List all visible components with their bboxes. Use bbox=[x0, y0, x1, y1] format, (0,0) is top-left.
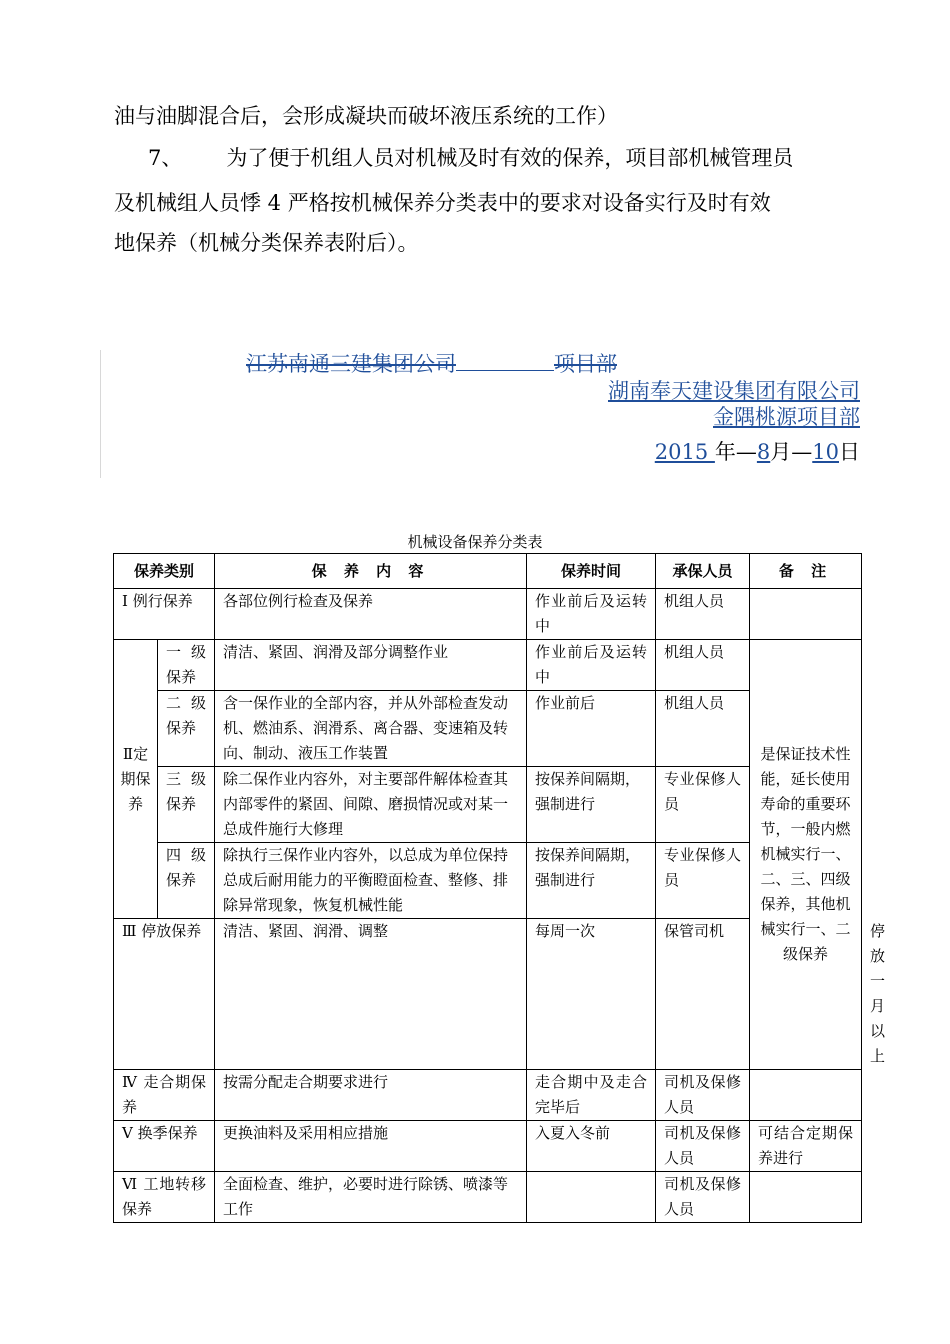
deleted-signature-line bbox=[246, 351, 617, 377]
cell-content: 清洁、紧固、润滑、调整 bbox=[215, 919, 527, 1070]
revision-margin-line bbox=[100, 350, 101, 478]
cell-category: Ⅴ 换季保养 bbox=[114, 1121, 215, 1172]
table-row bbox=[114, 843, 862, 919]
deleted-blank bbox=[456, 369, 554, 371]
table-row bbox=[114, 691, 862, 767]
cell-group-note: 是保证技术性能，延长使用寿命的重要环节，一般内燃机械实行一、二、三、四级保养，其他机械实行一、二级保养 bbox=[750, 640, 862, 1070]
paragraph-item-7-line1 bbox=[148, 146, 793, 170]
header-category: 保养类别 bbox=[114, 554, 215, 589]
cell-staff: 机组人员 bbox=[656, 589, 750, 640]
cell-category: Ⅵ 工地转移保养 bbox=[114, 1172, 215, 1223]
table-title: 机械设备保养分类表 bbox=[407, 533, 543, 551]
cell-time: 作业前后及运转中 bbox=[527, 640, 656, 691]
cell-staff: 司机及保修人员 bbox=[656, 1172, 750, 1223]
header-staff: 承保人员 bbox=[656, 554, 750, 589]
paragraph-item-7-line3: 地保养（机械分类保养表附后）。 bbox=[114, 231, 419, 255]
cell-time: 作业前后及运转中 bbox=[527, 589, 656, 640]
table-header-row bbox=[114, 554, 862, 589]
cell-content: 清洁、紧固、润滑及部分调整作业 bbox=[215, 640, 527, 691]
table-row: Ⅲ 停放保养 清洁、紧固、润滑、调整 每周一次 保管司机 停放一月以上 bbox=[114, 919, 862, 1070]
cell-time: 作业前后 bbox=[527, 691, 656, 767]
item-number: 7、 bbox=[148, 146, 183, 170]
cell-subcategory: 三级保养 bbox=[158, 767, 215, 843]
cell-time bbox=[527, 1172, 656, 1223]
cell-content: 各部位例行检查及保养 bbox=[215, 589, 527, 640]
deleted-dept-name: 项目部 bbox=[554, 352, 617, 376]
cell-note bbox=[750, 1070, 862, 1121]
group-label: Ⅱ定期保养 bbox=[120, 744, 151, 813]
table-row bbox=[114, 1172, 862, 1223]
cell-content: 全面检查、维护，必要时进行除锈、喷漆等工作 bbox=[215, 1172, 527, 1223]
cell-category: Ⅲ 停放保养 bbox=[114, 919, 215, 1070]
item-7-text-line1: 为了便于机组人员对机械及时有效的保养，项目部机械管理员 bbox=[226, 146, 794, 170]
cell-content: 按需分配走合期要求进行 bbox=[215, 1070, 527, 1121]
cell-staff: 专业保修人员 bbox=[656, 767, 750, 843]
cell-time: 每周一次 bbox=[527, 919, 656, 1070]
signature-project: 金隅桃源项目部 bbox=[713, 405, 860, 429]
cell-note bbox=[750, 589, 862, 640]
cell-staff: 保管司机 bbox=[656, 919, 750, 1070]
cell-time: 走合期中及走合完毕后 bbox=[527, 1070, 656, 1121]
table-row bbox=[114, 767, 862, 843]
date-year-suffix: 年— bbox=[714, 440, 757, 464]
signature-date bbox=[655, 439, 860, 465]
cell-content: 更换油料及采用相应措施 bbox=[215, 1121, 527, 1172]
cell-subcategory: 四级保养 bbox=[158, 843, 215, 919]
cell-staff: 机组人员 bbox=[656, 691, 750, 767]
cell-note bbox=[750, 1172, 862, 1223]
table-row bbox=[114, 1070, 862, 1121]
date-day: 10 bbox=[812, 440, 839, 464]
table-row bbox=[114, 640, 862, 691]
paragraph-item-7-line2: 及机械组人员悸 4 严格按机械保养分类表中的要求对设备实行及时有效 bbox=[114, 191, 771, 215]
cell-time: 按保养间隔期，强制进行 bbox=[527, 843, 656, 919]
cell-time: 按保养间隔期，强制进行 bbox=[527, 767, 656, 843]
date-day-suffix: 日 bbox=[839, 440, 860, 464]
cell-group-periodic bbox=[114, 640, 158, 919]
cell-category: Ⅰ 例行保养 bbox=[114, 589, 215, 640]
table-row bbox=[114, 589, 862, 640]
cell-category: Ⅳ 走合期保养 bbox=[114, 1070, 215, 1121]
date-month-suffix: 月— bbox=[770, 440, 813, 464]
cell-content: 含一保作业的全部内容，并从外部检查发动机、燃油系、润滑系、离合器、变速箱及转向、制动、液压工作装置 bbox=[215, 691, 527, 767]
cell-staff: 专业保修人员 bbox=[656, 843, 750, 919]
cell-subcategory: 二级保养 bbox=[158, 691, 215, 767]
cell-subcategory: 一级保养 bbox=[158, 640, 215, 691]
cell-content: 除执行三保作业内容外，以总成为单位保持总成后耐用能力的平衡瞪面检查、整修、排除异常现象，恢复机械性能 bbox=[215, 843, 527, 919]
cell-note: 可结合定期保养进行 bbox=[750, 1121, 862, 1172]
cell-staff: 机组人员 bbox=[656, 640, 750, 691]
cell-staff: 司机及保修人员 bbox=[656, 1070, 750, 1121]
date-year: 2015 bbox=[654, 440, 715, 464]
header-note: 备 注 bbox=[750, 554, 862, 589]
signature-company: 湖南奉天建设集团有限公司 bbox=[608, 379, 860, 403]
cell-staff: 司机及保修人员 bbox=[656, 1121, 750, 1172]
maintenance-table bbox=[113, 553, 886, 1223]
cell-time: 入夏入冬前 bbox=[527, 1121, 656, 1172]
header-content: 保 养 内 容 bbox=[215, 554, 527, 589]
paragraph-hydraulic-note: 油与油脚混合后，会形成凝块而破坏液压系统的工作） bbox=[114, 104, 618, 128]
deleted-company-name: 江苏南通三建集团公司 bbox=[246, 352, 456, 376]
cell-content: 除二保作业内容外，对主要部件解体检查其内部零件的紧固、间隙、磨损情况或对某一总成件施行大修理 bbox=[215, 767, 527, 843]
header-time: 保养时间 bbox=[527, 554, 656, 589]
date-month: 8 bbox=[756, 440, 771, 464]
table-row bbox=[114, 1121, 862, 1172]
